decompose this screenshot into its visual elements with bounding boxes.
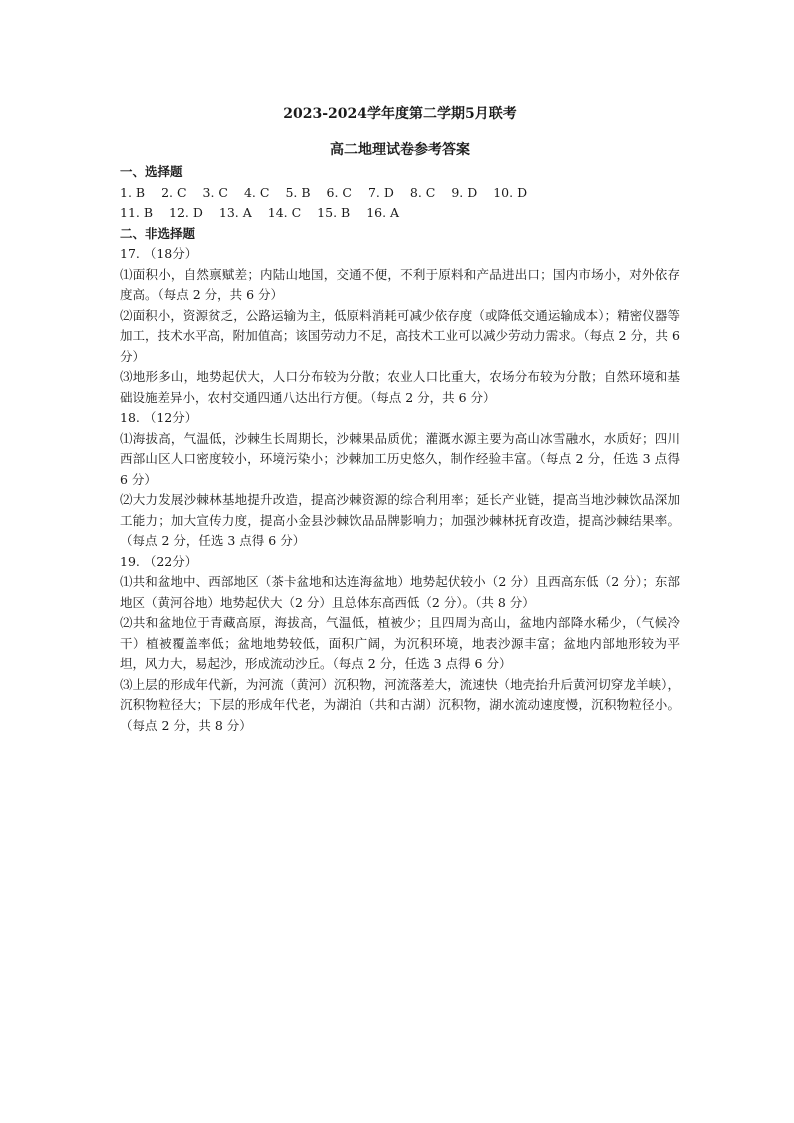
- answer-item: 1. B: [120, 184, 146, 200]
- question-18-answer-1: ⑴海拔高，气温低，沙棘生长周期长，沙棘果品质优；灌溉水源主要为高山冰雪融水，水质好；四川西部山区人口密度较小，环境污染小；沙棘加工历史悠久，制作经验丰富。（每点 2 分，任选 3 点得 6 分）: [120, 430, 680, 487]
- question-19-answer-3: ⑶上层的形成年代新，为河流（黄河）沉积物，河流落差大，流速快（地壳抬升后黄河切穿龙羊峡），沉积物粒径大；下层的形成年代老，为湖泊（共和古湖）沉积物，湖水流动速度慢，沉积物粒径小。（每点 2 分，共 8 分）: [120, 676, 680, 733]
- answer-sheet-page: [120, 100, 680, 736]
- answer-item: 14. C: [267, 205, 302, 220]
- answer-item: 11. B: [120, 205, 154, 220]
- question-19-answer-1: ⑴共和盆地中、西部地区（茶卡盆地和达连海盆地）地势起伏较小（2 分）且西高东低（2 分）；东部地区（黄河谷地）地势起伏大（2 分）且总体东高西低（2 分）。（共 8 分）: [120, 574, 680, 610]
- question-17-header: 17. （18分）: [120, 246, 198, 261]
- answer-item: 13. A: [218, 205, 252, 220]
- document-title: 2023-2024学年度第二学期5月联考: [283, 106, 517, 122]
- question-19-header: 19. （22分）: [120, 553, 198, 569]
- question-17-answer-3: ⑶地形多山，地势起伏大，人口分布较为分散；农业人口比重大，农场分布较为分散；自然环境和基础设施差异小，农村交通四通八达出行方便。（每点 2 分，共 6 分）: [120, 369, 680, 405]
- answer-item: 6. C: [326, 184, 352, 200]
- question-18-header: 18. （12分）: [120, 410, 198, 425]
- document-subtitle: 高二地理试卷参考答案: [330, 142, 470, 158]
- answer-item: 5. B: [285, 184, 311, 200]
- question-19-answer-2: ⑵共和盆地位于青藏高原，海拔高，气温低，植被少；且四周为高山，盆地内部降水稀少，（气候冷干）植被覆盖率低；盆地地势较低，面积广阔，为沉积环境，地表沙源丰富；盆地内部地形较为平坦，风力大，易起沙，形成流动沙丘。（每点 2 分，任选 3 点得 6 分）: [120, 615, 680, 671]
- answer-item: 15. B: [317, 205, 351, 220]
- answer-item: 7. D: [367, 184, 394, 200]
- question-17-answer-1: ⑴面积小，自然禀赋差；内陆山地国，交通不便，不利于原料和产品进出口；国内市场小，对外依存度高。（每点 2 分，共 6 分）: [120, 266, 680, 302]
- answer-item: 10. D: [493, 184, 528, 200]
- section-heading-open-questions: 二、非选择题: [120, 225, 196, 241]
- question-17-answer-2: ⑵面积小，资源贫乏，公路运输为主，低原料消耗可减少依存度（或降低交通运输成本）；精密仪器等加工，技术水平高，附加值高；该国劳动力不足，高技术工业可以减少劳动力需求。（每点 2 分，共 6 分）: [120, 307, 680, 364]
- answer-item: 12. D: [169, 205, 203, 220]
- answer-item: 16. A: [366, 205, 400, 220]
- section-heading-multiple-choice: 一、选择题: [120, 164, 183, 179]
- answers-row-1: [120, 183, 680, 204]
- question-18-answer-2: ⑵大力发展沙棘林基地提升改造，提高沙棘资源的综合利用率；延长产业链，提高当地沙棘饮品深加工能力；加大宣传力度，提高小金县沙棘饮品品牌影响力；加强沙棘林抚育改造，提高沙棘结果率。（每点 2 分，任选 3 点得 6 分）: [120, 492, 680, 548]
- answer-item: 2. C: [161, 184, 187, 200]
- answer-item: 8. C: [409, 184, 436, 200]
- answer-item: 4. C: [243, 184, 270, 200]
- answer-item: 9. D: [451, 184, 478, 200]
- answer-item: 3. C: [202, 184, 228, 200]
- answers-row-2: [120, 203, 680, 224]
